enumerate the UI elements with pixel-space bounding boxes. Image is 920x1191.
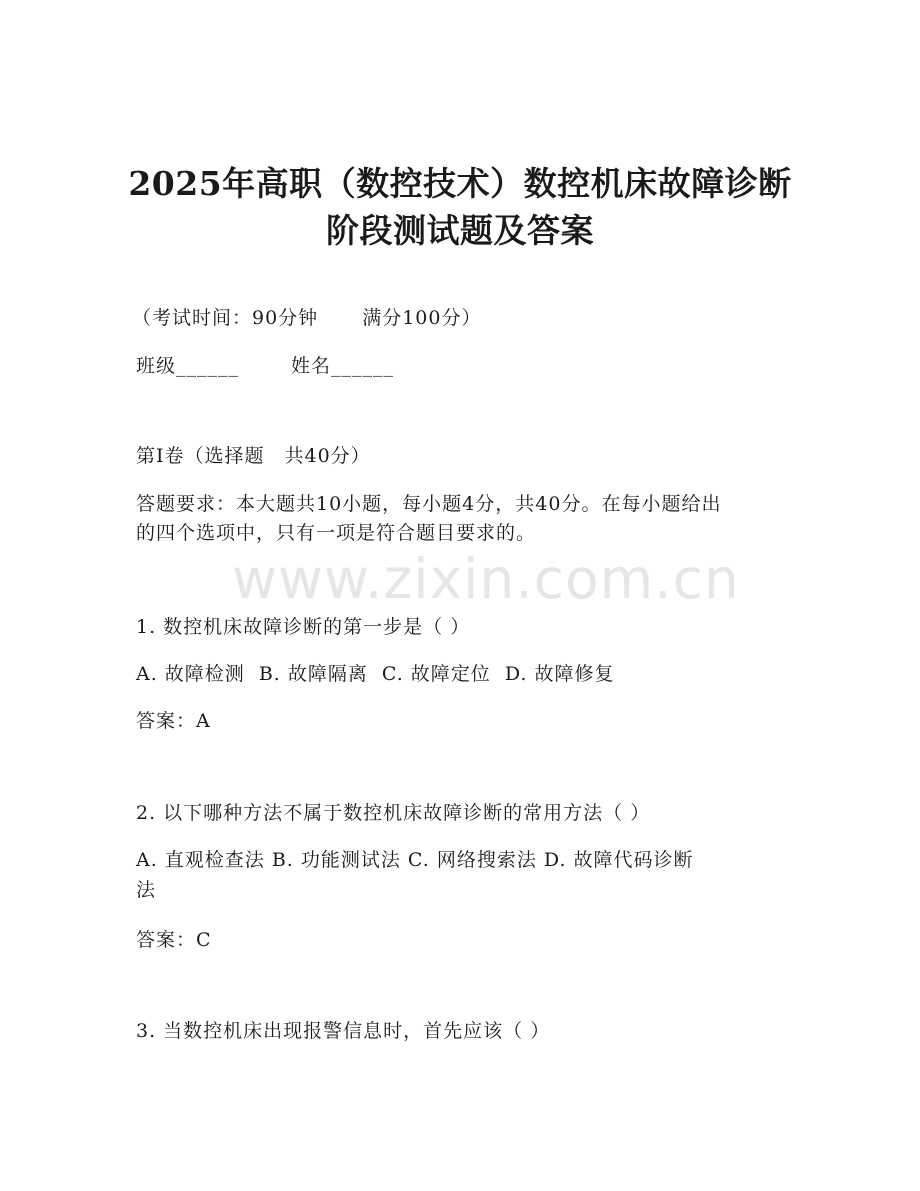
section-heading: 第Ⅰ卷（选择题 共40分）	[136, 445, 371, 467]
question-1-option-b: B. 故障隔离	[258, 663, 368, 685]
document-title-line-2: 阶段测试题及答案	[326, 211, 594, 250]
question-1-option-d: D. 故障修复	[504, 663, 615, 685]
exam-time: （考试时间：90分钟	[132, 307, 319, 329]
instructions-line-2: 的四个选项中，只有一项是符合题目要求的。	[136, 522, 537, 544]
question-1-options	[136, 659, 614, 686]
question-1-stem: 1. 数控机床故障诊断的第一步是（ ）	[136, 616, 471, 638]
question-1-answer: 答案：A	[136, 710, 211, 732]
exam-full-score: 满分100分）	[362, 307, 482, 329]
question-3-stem: 3. 当数控机床出现报警信息时，首先应该（ ）	[136, 1020, 551, 1042]
student-fields	[136, 351, 394, 378]
instructions-line-1: 答题要求：本大题共10小题，每小题4分，共40分。在每小题给出	[136, 493, 722, 515]
question-1-option-a: A. 故障检测	[136, 663, 245, 685]
question-2-options-line-2: 法	[136, 879, 157, 901]
question-2-options-line-1: A. 直观检查法 B. 功能测试法 C. 网络搜索法 D. 故障代码诊断	[136, 849, 694, 871]
document-title-line-1: 2025年高职（数控技术）数控机床故障诊断	[128, 164, 792, 203]
question-2-stem: 2. 以下哪种方法不属于数控机床故障诊断的常用方法（ ）	[136, 802, 651, 824]
class-field: 班级______	[136, 355, 240, 377]
question-2-answer: 答案：C	[136, 929, 212, 951]
exam-info	[132, 303, 481, 330]
name-field: 姓名______	[291, 355, 395, 377]
watermark: www.zixin.com.cn	[232, 547, 740, 611]
question-1-option-c: C. 故障定位	[381, 663, 491, 685]
